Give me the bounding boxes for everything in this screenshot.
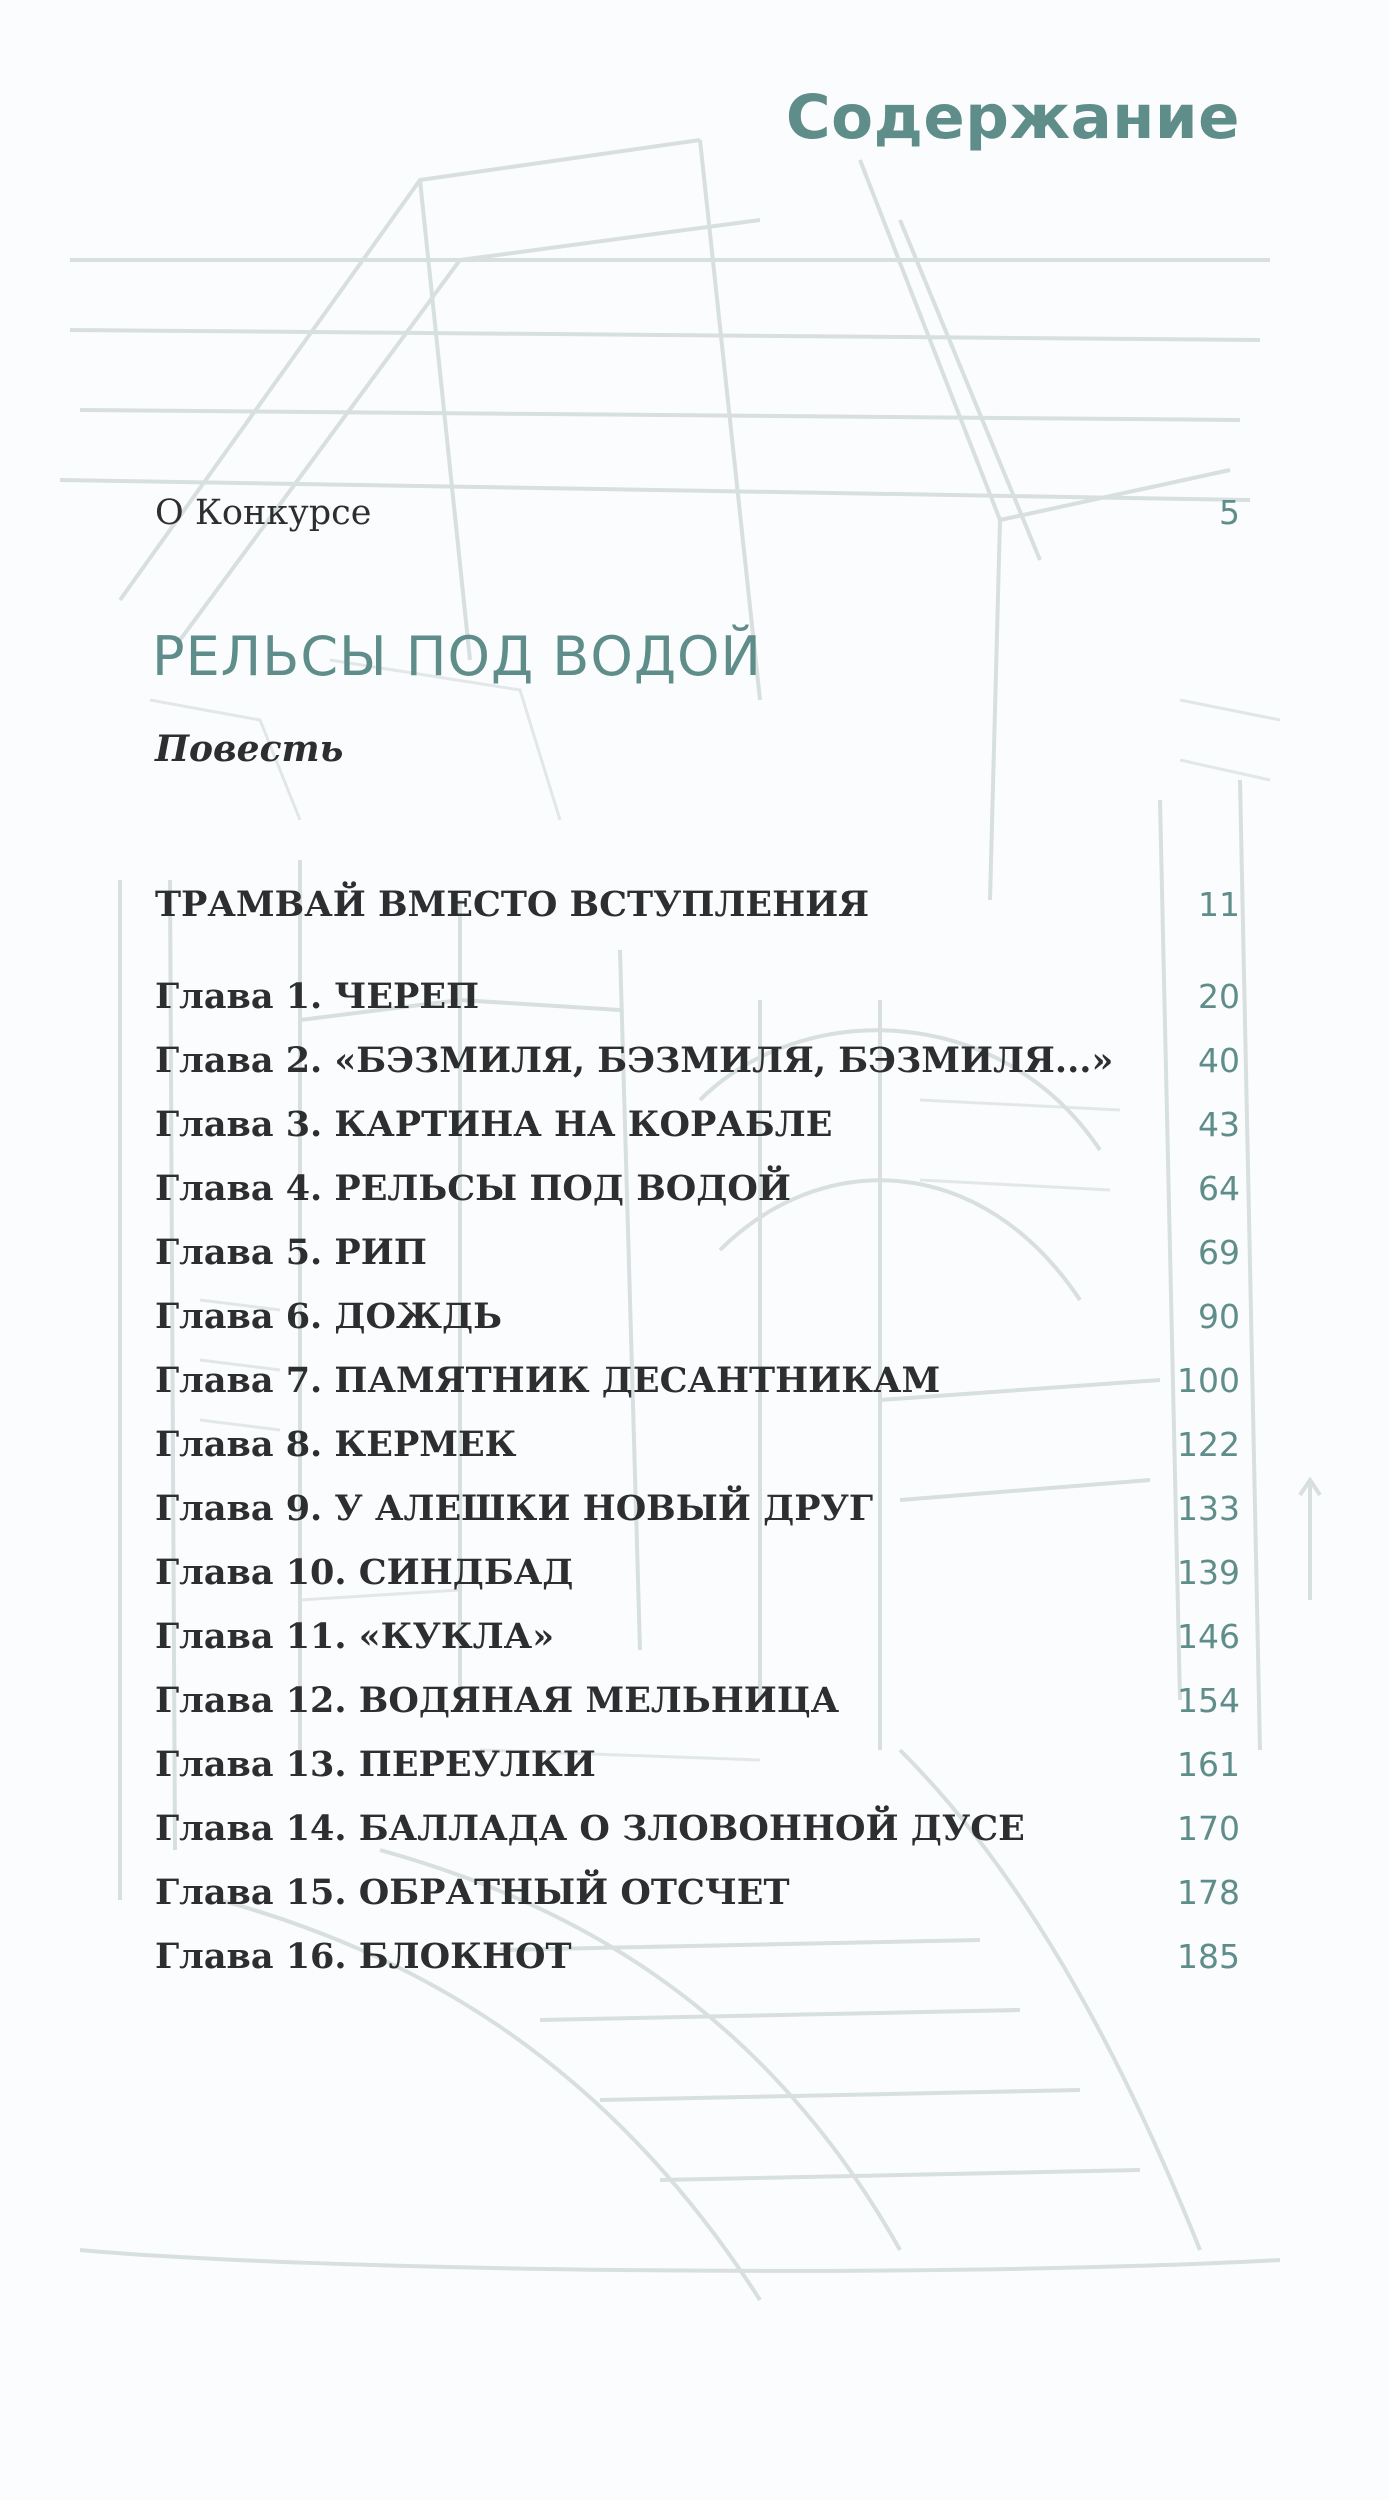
toc-page-number: 64: [1198, 1169, 1240, 1208]
toc-page-number: 5: [1219, 493, 1240, 532]
toc-entry-chapter-3[interactable]: [155, 1097, 1240, 1153]
toc-page-number: 43: [1198, 1105, 1240, 1144]
toc-entry-chapter-14[interactable]: [155, 1801, 1240, 1857]
toc-entry-label: Глава 12. ВОДЯНАЯ МЕЛЬНИЦА: [155, 1680, 840, 1721]
toc-entry-label: Глава 2. «БЭЗМИЛЯ, БЭЗМИЛЯ, БЭЗМИЛЯ...»: [155, 1040, 1114, 1081]
toc-page-number: 185: [1177, 1937, 1240, 1976]
toc-page-number: 69: [1198, 1233, 1240, 1272]
toc-entry-chapter-8[interactable]: [155, 1417, 1240, 1473]
toc-entry-chapter-12[interactable]: [155, 1673, 1240, 1729]
toc-entry-label: Глава 6. ДОЖДЬ: [155, 1296, 502, 1337]
toc-entry-chapter-4[interactable]: [155, 1161, 1240, 1217]
toc-page-number: 154: [1177, 1681, 1240, 1720]
toc-entry-label: Глава 4. РЕЛЬСЫ ПОД ВОДОЙ: [155, 1168, 791, 1209]
part-title: РЕЛЬСЫ ПОД ВОДОЙ: [152, 625, 762, 688]
toc-entry-label: Глава 14. БАЛЛАДА О ЗЛОВОННОЙ ДУСЕ: [155, 1808, 1025, 1849]
toc-entry-chapter-16[interactable]: [155, 1929, 1240, 1985]
toc-page-number: 40: [1198, 1041, 1240, 1080]
toc-entry-label: Глава 1. ЧЕРЕП: [155, 976, 480, 1017]
toc-entry-chapter-5[interactable]: [155, 1225, 1240, 1281]
toc-page-number: 20: [1198, 977, 1240, 1016]
toc-page-number: 90: [1198, 1297, 1240, 1336]
part-subtitle: Повесть: [155, 728, 344, 770]
toc-entry-chapter-7[interactable]: [155, 1353, 1240, 1409]
toc-entry-chapter-15[interactable]: [155, 1865, 1240, 1921]
toc-page-number: 146: [1177, 1617, 1240, 1656]
toc-page-number: 133: [1177, 1489, 1240, 1528]
toc-page-number: 139: [1177, 1553, 1240, 1592]
toc-entry-chapter-10[interactable]: [155, 1545, 1240, 1601]
toc-page-number: 170: [1177, 1809, 1240, 1848]
toc-entry-chapter-13[interactable]: [155, 1737, 1240, 1793]
toc-entry-label: Глава 11. «КУКЛА»: [155, 1616, 555, 1657]
toc-entry-intro[interactable]: [155, 485, 1240, 541]
toc-page-number: 161: [1177, 1745, 1240, 1784]
toc-entry-label: Глава 7. ПАМЯТНИК ДЕСАНТНИКАМ: [155, 1360, 941, 1401]
toc-entry-chapter-2[interactable]: [155, 1033, 1240, 1089]
toc-page-number: 178: [1177, 1873, 1240, 1912]
toc-entry-chapter-11[interactable]: [155, 1609, 1240, 1665]
toc-entry-label: О Конкурсе: [155, 493, 372, 533]
toc-entry-label: Глава 8. КЕРМЕК: [155, 1424, 517, 1465]
toc-page-number: 11: [1198, 885, 1240, 924]
toc-entry-chapter-6[interactable]: [155, 1289, 1240, 1345]
contents-heading: Содержание: [785, 82, 1240, 153]
toc-entry-label: Глава 9. У АЛЕШКИ НОВЫЙ ДРУГ: [155, 1488, 874, 1529]
toc-entry-label: Глава 16. БЛОКНОТ: [155, 1936, 572, 1977]
toc-entry-label: ТРАМВАЙ ВМЕСТО ВСТУПЛЕНИЯ: [155, 884, 870, 925]
toc-page-number: 100: [1177, 1361, 1240, 1400]
toc-page-number: 122: [1177, 1425, 1240, 1464]
toc-entry-chapter-1[interactable]: [155, 969, 1240, 1025]
toc-entry-prologue[interactable]: [155, 877, 1240, 933]
toc-entry-chapter-9[interactable]: [155, 1481, 1240, 1537]
toc-entry-label: Глава 3. КАРТИНА НА КОРАБЛЕ: [155, 1104, 833, 1145]
toc-entry-label: Глава 13. ПЕРЕУЛКИ: [155, 1744, 596, 1785]
toc-entry-label: Глава 15. ОБРАТНЫЙ ОТСЧЕТ: [155, 1872, 790, 1913]
toc-entry-label: Глава 10. СИНДБАД: [155, 1552, 574, 1593]
toc-entry-label: Глава 5. РИП: [155, 1232, 427, 1273]
